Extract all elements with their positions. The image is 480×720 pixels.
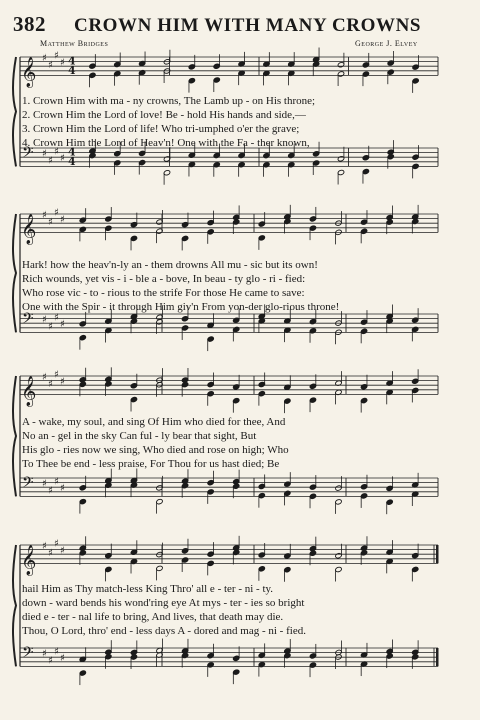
sharp-icon: ♯ (54, 312, 59, 324)
sharp-icon: ♯ (48, 655, 53, 667)
sharp-icon: ♯ (54, 146, 59, 158)
sharp-icon: ♯ (48, 485, 53, 497)
words-credit: Matthew Bridges (40, 39, 109, 48)
sharp-icon: ♯ (54, 476, 59, 488)
lyric-line: died e - ter - nal life to bring, And lives, that death may die. (22, 611, 284, 623)
time-signature-bottom: 4 (68, 155, 76, 169)
sharp-icon: ♯ (60, 214, 65, 226)
sharp-icon: ♯ (48, 155, 53, 167)
treble-clef-icon: 𝄞 (21, 376, 37, 407)
system-brace (13, 545, 16, 666)
sharp-icon: ♯ (60, 153, 65, 165)
lyric-line: 3. Crown Him the Lord of life! Who tri-umphed o'er the grave; (22, 123, 300, 135)
time-signature-bottom: 4 (68, 64, 76, 78)
final-bar-thick (436, 545, 439, 563)
lyric-line: One with the Spir - it through Him giv'n From yon-der glo-rious throne! (22, 301, 340, 313)
system-brace (13, 57, 16, 166)
sharp-icon: ♯ (42, 648, 47, 660)
system-brace (13, 214, 16, 332)
sharp-icon: ♯ (60, 376, 65, 388)
lyric-line: 1. Crown Him with ma - ny crowns, The Lamb up - on His throne; (22, 95, 316, 107)
lyric-line: hail Him as Thy match-less King Thro' all e - ter - ni - ty. (22, 583, 274, 595)
sharp-icon: ♯ (48, 321, 53, 333)
sharp-icon: ♯ (42, 372, 47, 383)
sharp-icon: ♯ (42, 148, 47, 160)
sharp-icon: ♯ (54, 369, 59, 381)
sharp-icon: ♯ (48, 59, 53, 71)
lyric-line: A - wake, my soul, and sing Of Him who died for thee, And (22, 416, 286, 428)
hymn-number: 382 (13, 12, 46, 36)
sharp-icon: ♯ (54, 207, 59, 219)
lyric-line: Who rose vic - to - rious to the strife For those He came to save: (22, 287, 305, 299)
bass-clef-icon: 𝄢 (22, 144, 34, 166)
bass-clef-icon: 𝄢 (22, 474, 34, 496)
treble-clef-icon: 𝄞 (21, 57, 37, 88)
sharp-icon: ♯ (60, 653, 65, 665)
hymn-title: CROWN HIM WITH MANY CROWNS (74, 15, 422, 36)
final-bar-thick (436, 648, 439, 666)
bass-clef-icon: 𝄢 (22, 310, 34, 332)
time-signature-top: 4 (68, 54, 76, 68)
sharp-icon: ♯ (60, 57, 65, 69)
sharp-icon: ♯ (60, 545, 65, 557)
lyric-line: 2. Crown Him the Lord of love! Be - hold His hands and side,— (22, 109, 306, 121)
music-credit: George J. Elvey (355, 39, 418, 48)
sharp-icon: ♯ (48, 378, 53, 390)
lyric-line: down - ward bends his wond'ring eye At mys - ter - ies so bright (22, 597, 305, 609)
lyric-line: His glo - ries now we sing, Who died and rose on high; Who (22, 444, 289, 456)
sharp-icon: ♯ (54, 646, 59, 658)
sharp-icon: ♯ (42, 53, 47, 64)
sharp-icon: ♯ (48, 216, 53, 228)
lyric-line: Hark! how the heav'n-ly an - them drowns All mu - sic but its own! (22, 259, 318, 271)
sharp-icon: ♯ (42, 314, 47, 326)
treble-clef-icon: 𝄞 (21, 214, 37, 245)
time-signature-top: 4 (68, 145, 76, 159)
lyric-line: 4. Crown Him the Lord of Heav'n! One with the Fa - ther known, (22, 137, 310, 149)
bass-clef-icon: 𝄢 (22, 644, 34, 666)
lyric-line: Rich wounds, yet vis - i - ble a - bove, In beau - ty glo - ri - fied: (22, 273, 306, 285)
treble-clef-icon: 𝄞 (21, 545, 37, 576)
system-brace (13, 376, 16, 496)
sharp-icon: ♯ (54, 538, 59, 550)
lyric-line: To Thee be end - less praise, For Thou for us hast died; Be (22, 458, 280, 470)
sharp-icon: ♯ (60, 319, 65, 331)
sharp-icon: ♯ (42, 210, 47, 221)
sharp-icon: ♯ (42, 478, 47, 490)
lyric-line: Thou, O Lord, thro' end - less days A - dored and mag - ni - fied. (22, 625, 306, 637)
lyric-line: No an - gel in the sky Can ful - ly bear that sight, But (22, 430, 257, 442)
sharp-icon: ♯ (60, 483, 65, 495)
sharp-icon: ♯ (42, 541, 47, 552)
sharp-icon: ♯ (54, 50, 59, 62)
sharp-icon: ♯ (48, 547, 53, 559)
